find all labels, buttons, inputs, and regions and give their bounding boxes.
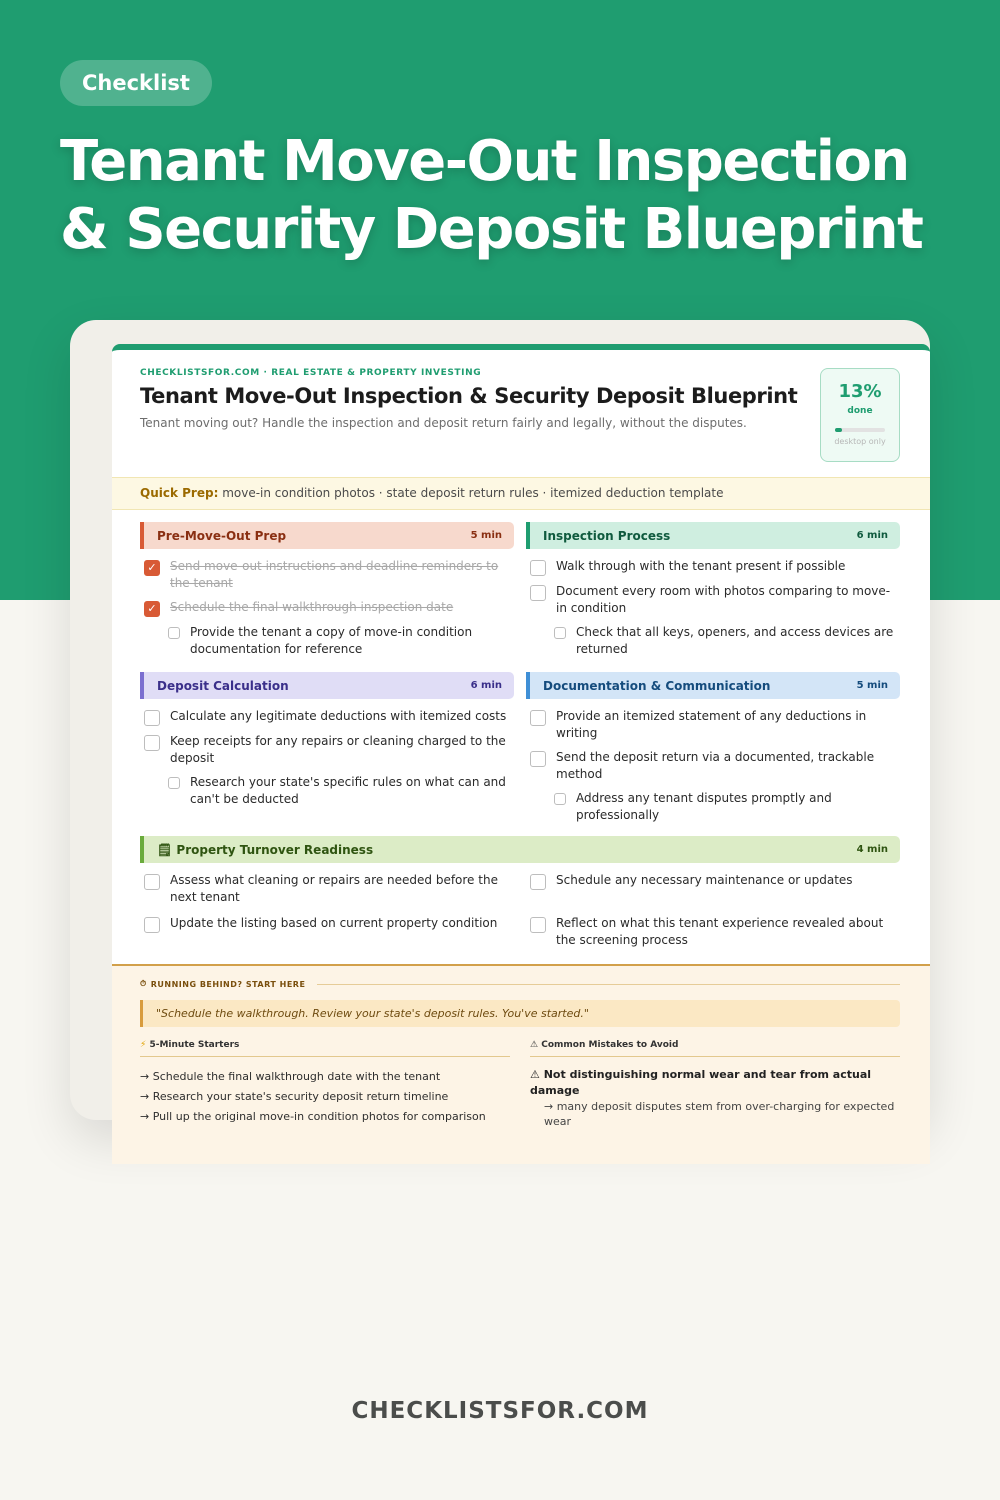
checklist-item[interactable] bbox=[526, 790, 900, 824]
checklist-item[interactable] bbox=[140, 624, 514, 658]
divider bbox=[317, 984, 900, 985]
checklist-item-text: Reflect on what this tenant experience revealed about the screening process bbox=[556, 916, 884, 947]
checklist-item[interactable] bbox=[526, 558, 900, 576]
checklist-item[interactable] bbox=[526, 872, 900, 890]
checkbox[interactable] bbox=[168, 777, 180, 789]
checklist-item[interactable] bbox=[140, 733, 514, 767]
preview-frame bbox=[70, 320, 930, 1128]
starter-item: → Research your state's security deposit return timeline bbox=[140, 1090, 449, 1103]
checklist-item-text: Provide an itemized statement of any deductions in writing bbox=[556, 709, 867, 740]
checkbox[interactable] bbox=[530, 585, 546, 601]
mistakes-column bbox=[530, 1040, 900, 1129]
quick-prep-label: Quick Prep: bbox=[140, 486, 219, 500]
mistake-note: → many deposit disputes stem from over-charging for expected wear bbox=[544, 1100, 895, 1128]
checklist-item-text: Research your state's specific rules on what can and can't be deducted bbox=[190, 775, 506, 806]
quick-prep-text: move-in condition photos · state deposit return rules · itemized deduction template bbox=[222, 486, 724, 500]
checklist-item[interactable] bbox=[526, 749, 900, 783]
section-property-turnover bbox=[140, 836, 900, 956]
lightning-icon: ⚡ bbox=[140, 1040, 147, 1050]
checkbox[interactable] bbox=[144, 874, 160, 890]
section-title: Pre-Move-Out Prep bbox=[157, 528, 287, 543]
checklist-item-text: Schedule any necessary maintenance or updates bbox=[556, 873, 853, 887]
checkbox[interactable] bbox=[144, 710, 160, 726]
progress-note: desktop only bbox=[834, 437, 886, 446]
mistakes-title: Common Mistakes to Avoid bbox=[541, 1040, 679, 1050]
section-header[interactable] bbox=[140, 836, 900, 863]
section-pre-move-out-prep bbox=[140, 522, 514, 665]
checkbox[interactable] bbox=[554, 793, 566, 805]
section-inspection-process bbox=[526, 522, 900, 665]
starters-title: 5-Minute Starters bbox=[149, 1040, 240, 1050]
checklist-item[interactable] bbox=[140, 708, 514, 726]
warning-icon: ⚠ bbox=[530, 1068, 540, 1081]
checkbox[interactable] bbox=[530, 560, 546, 576]
checklist-item-text: Walk through with the tenant present if possible bbox=[556, 559, 846, 573]
checklist-item[interactable] bbox=[140, 915, 514, 933]
checklist-item[interactable] bbox=[140, 774, 514, 808]
checkbox[interactable] bbox=[530, 874, 546, 890]
checklist-card bbox=[112, 344, 930, 1144]
checklist-item[interactable] bbox=[526, 583, 900, 617]
starter-item: → Schedule the final walkthrough date with the tenant bbox=[140, 1070, 441, 1083]
section-header[interactable] bbox=[526, 672, 900, 699]
arrow-icon: → bbox=[140, 1070, 153, 1083]
card-subtitle: Tenant moving out? Handle the inspection and deposit return fairly and legally, without the disputes. bbox=[140, 416, 747, 430]
clock-icon: ⏱ bbox=[140, 979, 147, 988]
card-title: Tenant Move-Out Inspection & Security Deposit Blueprint bbox=[140, 384, 798, 408]
running-behind-panel bbox=[112, 964, 930, 1164]
section-time: 4 min bbox=[856, 844, 888, 855]
section-title: Deposit Calculation bbox=[157, 678, 289, 693]
motivation-quote: "Schedule the walkthrough. Review your state's deposit rules. You've started." bbox=[140, 1000, 900, 1027]
checklist-item-text: Update the listing based on current property condition bbox=[170, 916, 498, 930]
footer-brand: CHECKLISTSFOR.COM bbox=[351, 1398, 649, 1424]
checkbox[interactable] bbox=[530, 751, 546, 767]
checklist-item-text: Send move-out instructions and deadline reminders to the tenant bbox=[170, 559, 499, 590]
notepad-icon: 🗒 bbox=[157, 842, 177, 857]
section-time: 5 min bbox=[470, 530, 502, 541]
arrow-icon: → bbox=[140, 1110, 153, 1123]
section-time: 5 min bbox=[856, 680, 888, 691]
category-badge: Checklist bbox=[60, 60, 212, 106]
warning-icon: ⚠ bbox=[530, 1040, 539, 1050]
running-behind-heading: ⏱ RUNNING BEHIND? START HERE bbox=[140, 979, 306, 989]
progress-percent: 13% bbox=[838, 381, 882, 402]
section-header[interactable] bbox=[140, 672, 514, 699]
checkbox[interactable] bbox=[530, 710, 546, 726]
hero-title: Tenant Move-Out Inspection & Security Deposit Blueprint bbox=[60, 129, 923, 262]
checklist-item-text: Send the deposit return via a documented, trackable method bbox=[556, 750, 875, 781]
checklist-item[interactable] bbox=[526, 624, 900, 658]
section-time: 6 min bbox=[856, 530, 888, 541]
checklist-item[interactable] bbox=[140, 872, 514, 906]
checklist-item-text: Assess what cleaning or repairs are needed before the next tenant bbox=[170, 873, 498, 904]
arrow-icon: → bbox=[140, 1090, 153, 1103]
checklist-item[interactable] bbox=[526, 915, 900, 949]
section-title: Inspection Process bbox=[543, 528, 671, 543]
section-header[interactable] bbox=[526, 522, 900, 549]
checklist-item-text: Address any tenant disputes promptly and professionally bbox=[576, 791, 832, 822]
starters-list bbox=[140, 1067, 510, 1127]
checkbox[interactable] bbox=[168, 627, 180, 639]
progress-fill bbox=[835, 428, 842, 432]
checkbox[interactable] bbox=[144, 917, 160, 933]
checklist-item-text: Calculate any legitimate deductions with itemized costs bbox=[170, 709, 507, 723]
starter-item: → Pull up the original move-in condition photos for comparison bbox=[140, 1110, 486, 1123]
checklist-item-text: Schedule the final walkthrough inspection date bbox=[170, 600, 454, 614]
checkbox[interactable] bbox=[530, 917, 546, 933]
checklist-item[interactable] bbox=[526, 708, 900, 742]
checkbox-checked[interactable]: ✓ bbox=[144, 601, 160, 617]
checklist-item-text: Document every room with photos comparing to move-in condition bbox=[556, 584, 891, 615]
progress-label: done bbox=[847, 406, 873, 416]
checklist-item-text: Check that all keys, openers, and access devices are returned bbox=[576, 625, 894, 656]
section-deposit-calculation bbox=[140, 672, 514, 815]
section-title: Property Turnover Readiness bbox=[176, 842, 374, 857]
section-title: Documentation & Communication bbox=[543, 678, 771, 693]
checklist-item[interactable] bbox=[140, 599, 514, 617]
quick-prep bbox=[112, 477, 930, 510]
checkbox[interactable] bbox=[144, 735, 160, 751]
checklist-item[interactable] bbox=[140, 558, 514, 592]
progress-widget bbox=[820, 368, 900, 462]
checkbox[interactable] bbox=[554, 627, 566, 639]
checklist-item-text: Provide the tenant a copy of move-in condition documentation for reference bbox=[190, 625, 473, 656]
checkbox-checked[interactable]: ✓ bbox=[144, 560, 160, 576]
section-documentation-communication bbox=[526, 672, 900, 831]
checklist-item-text: Keep receipts for any repairs or cleaning charged to the deposit bbox=[170, 734, 506, 765]
card-kicker: CHECKLISTSFOR.COM · REAL ESTATE & PROPERTY INVESTING bbox=[140, 368, 482, 378]
section-header[interactable] bbox=[140, 522, 514, 549]
section-time: 6 min bbox=[470, 680, 502, 691]
starters-column bbox=[140, 1040, 510, 1127]
mistake-title: ⚠ Not distinguishing normal wear and tear from actual damage bbox=[530, 1068, 872, 1097]
progress-bar bbox=[835, 428, 885, 432]
